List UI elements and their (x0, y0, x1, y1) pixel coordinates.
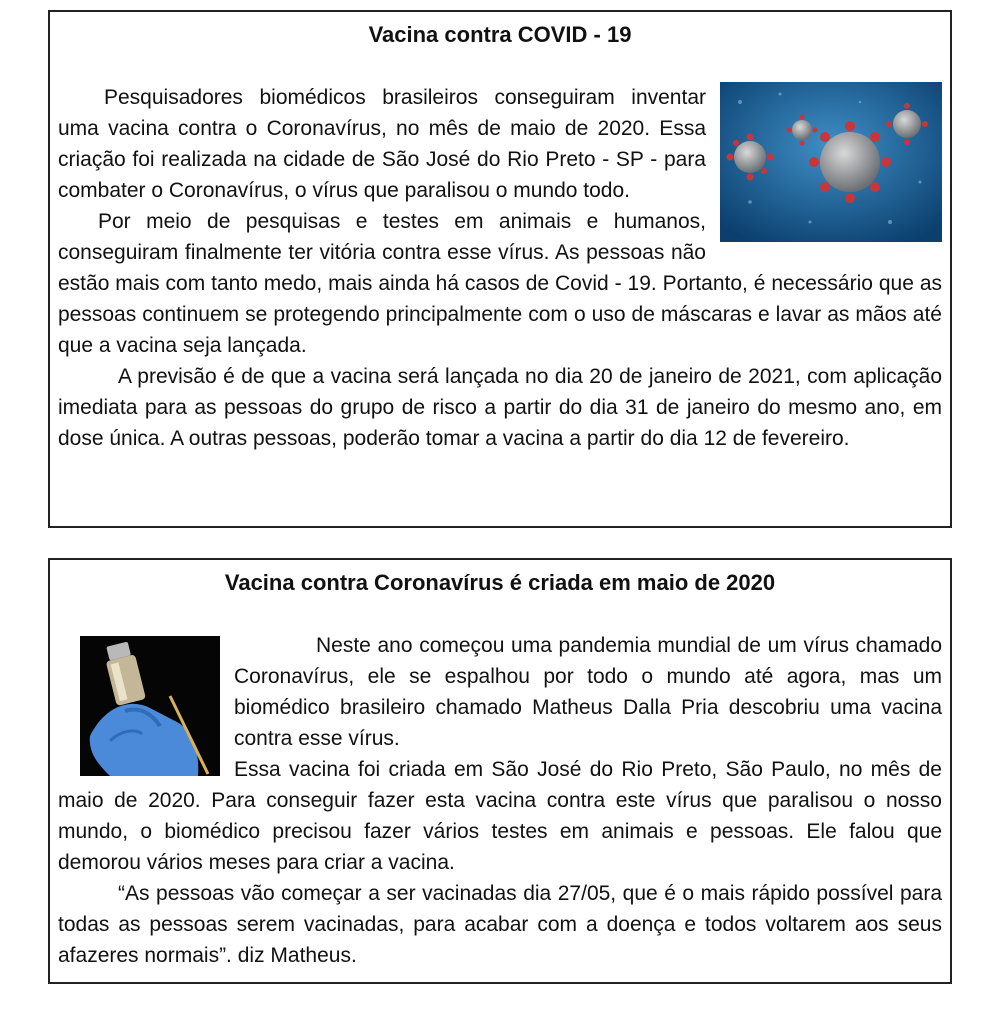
article-paragraph: Neste ano começou uma pandemia mundial de um vírus chamado Coronavírus, ele se espalhou por todo o mundo até agora, mas um biomédico brasileiro chamado Matheus Dalla Pria descobriu uma vacina contra esse vírus. (234, 634, 942, 750)
vaccine-vial-photo (80, 636, 220, 776)
coronavirus-illustration (720, 82, 942, 242)
coronavirus-image (720, 82, 942, 242)
vaccine-vial-image (80, 636, 220, 776)
article-paragraph: A previsão é de que a vacina será lançada no dia 20 de janeiro de 2021, com aplicação imediata para as pessoas do grupo de risco a partir do dia 31 de janeiro do mesmo ano, em dose única. A outras pessoas, poderão tomar a vacina a partir do dia 12 de fevereiro. (58, 365, 942, 450)
article-paragraph: Essa vacina foi criada em São José do Rio Preto, São Paulo, no mês de maio de 2020. Para conseguir fazer esta vacina contra este vírus que paralisou o nosso mundo, o biomédico precisou fazer vários testes em animais e pessoas. Ele falou que demorou vários meses para criar a vacina. (58, 758, 942, 874)
article-box-vaccine (48, 558, 952, 984)
article-title: Vacina contra Coronavírus é criada em maio de 2020 (224, 570, 776, 595)
article-body (58, 82, 942, 454)
article-paragraph: Pesquisadores biomédicos brasileiros conseguiram inventar uma vacina contra o Coronavírus, no mês de maio de 2020. Essa criação foi realizada na cidade de São José do Rio Preto - SP - para combater o Coronavírus, o vírus que paralisou o mundo todo. (58, 86, 706, 202)
article-title: Vacina contra COVID - 19 (368, 22, 632, 47)
article-paragraph: “As pessoas vão começar a ser vacinadas dia 27/05, que é o mais rápido possível para todas as pessoas serem vacinadas, para acabar com a doença e todos voltarem aos seus afazeres normais”. diz Matheus. (58, 882, 942, 967)
article-body (58, 630, 942, 971)
article-paragraph: Por meio de pesquisas e testes em animais e humanos, conseguiram finalmente ter vitória contra esse vírus. As pessoas não estão mais com tanto medo, mais ainda há casos de Covid - 19. Portanto, é necessário que as pessoas continuem se protegendo principalmente com o uso de máscaras e lavar as mãos até que a vacina seja lançada. (58, 210, 942, 357)
article-box-covid (48, 10, 952, 528)
